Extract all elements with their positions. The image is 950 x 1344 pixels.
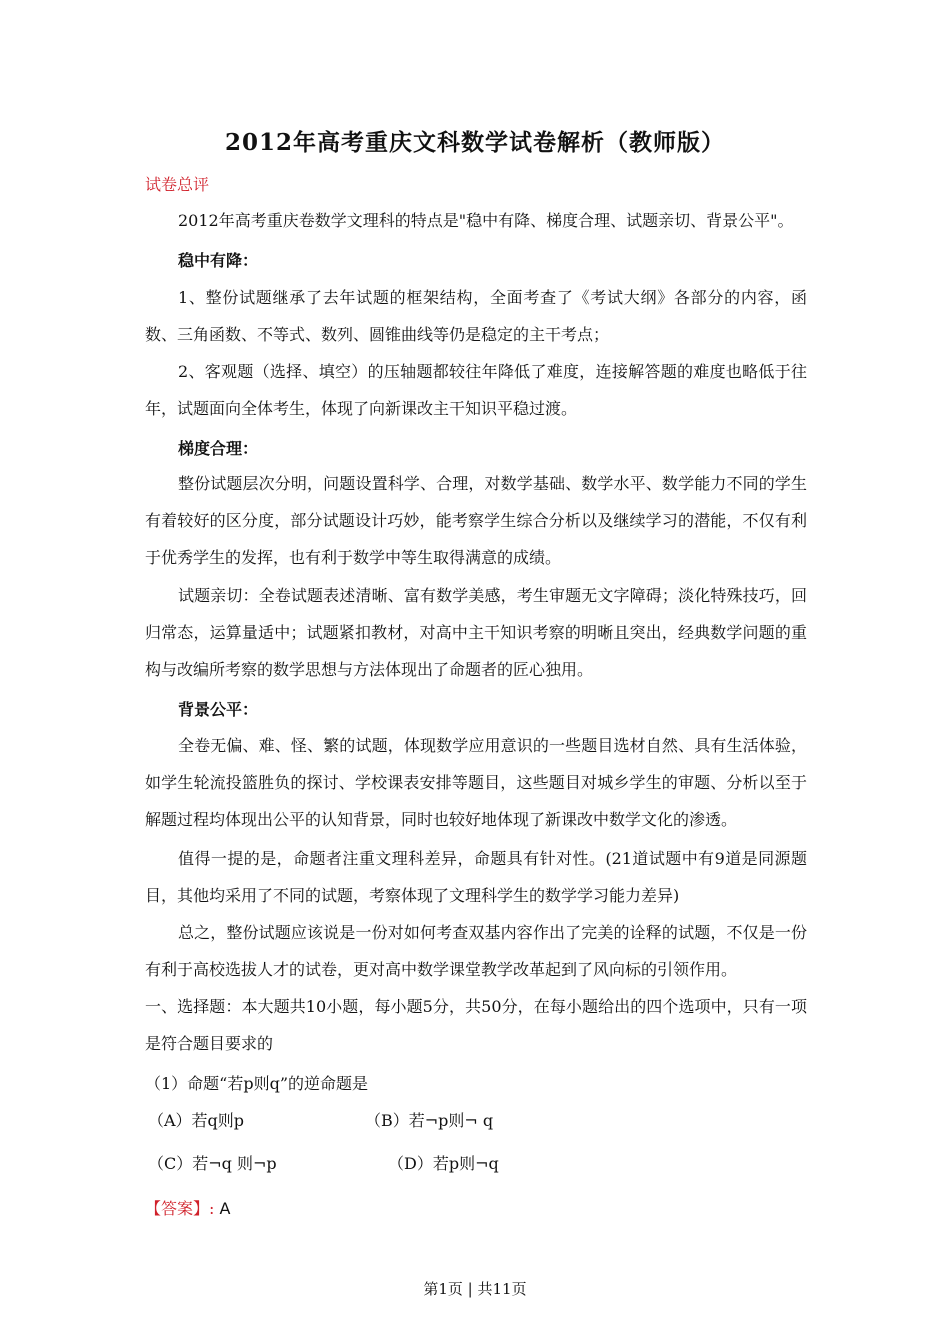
answer-line xyxy=(145,1196,230,1219)
document-title: 2012年高考重庆文科数学试卷解析（教师版） xyxy=(224,129,725,156)
paragraph-5: 全卷无偏、难、怪、繁的试题，体现数学应用意识的一些题目选材自然、具有生活体验，如学生轮流投篮胜负的探讨、学校课表安排等题目，这些题目对城乡学生的审题、分析以至于解题过程均体现出公平的认知背景，同时也较好地体现了新课改中数学文化的渗透。 xyxy=(145,736,807,829)
paragraph-3: 整份试题层次分明，问题设置科学、合理，对数学基础、数学水平、数学能力不同的学生有着较好的区分度，部分试题设计巧妙，能考察学生综合分析以及继续学习的潜能，不仅有利于优秀学生的发挥，也有利于数学中等生取得满意的成绩。 xyxy=(145,474,807,567)
paragraph-7: 总之，整份试题应该说是一份对如何考查双基内容作出了完美的诠释的试题，不仅是一份有利于高校选拔人才的试卷，更对高中数学课堂教学改革起到了风向标的引领作用。 xyxy=(145,923,807,979)
paragraph-2: 2、客观题（选择、填空）的压轴题都较往年降低了难度，连接解答题的难度也略低于往年，试题面向全体考生，体现了向新课改主干知识平稳过渡。 xyxy=(145,362,807,418)
intro-paragraph: 2012年高考重庆卷数学文理科的特点是"稳中有降、梯度合理、试题亲切、背景公平"。 xyxy=(178,211,794,230)
answer-label: 【答案】: xyxy=(145,1199,215,1218)
option-a: （A）若q则p xyxy=(148,1111,245,1130)
heading-gradient: 梯度合理： xyxy=(178,439,259,458)
option-c: （C）若¬q 则¬p xyxy=(148,1154,277,1173)
paragraph-4: 试题亲切：全卷试题表述清晰、富有数学美感，考生审题无文字障碍；淡化特殊技巧，回归常态，运算量适中；试题紧扣教材，对高中主干知识考察的明晰且突出，经典数学问题的重构与改编所考察的数学思想与方法体现出了命题者的匠心独用。 xyxy=(145,586,807,679)
section-label: 试卷总评 xyxy=(145,175,210,194)
page-footer: 第1页 | 共11页 xyxy=(423,1280,527,1298)
section-choice-intro: 一、选择题：本大题共10小题，每小题5分，共50分，在每小题给出的四个选项中，只有一项是符合题目要求的 xyxy=(145,997,807,1053)
heading-fairness: 背景公平： xyxy=(178,700,259,719)
heading-stable: 稳中有降： xyxy=(178,251,259,270)
answer-value: A xyxy=(219,1199,231,1218)
question-1: （1）命题“若p则q”的逆命题是 xyxy=(145,1074,369,1093)
paragraph-6: 值得一提的是，命题者注重文理科差异，命题具有针对性。(21道试题中有9道是同源题目，其他均采用了不同的试题，考察体现了文理科学生的数学学习能力差异) xyxy=(145,849,807,905)
option-d: （D）若p则¬q xyxy=(388,1154,499,1173)
paragraph-1: 1、整份试题继承了去年试题的框架结构，全面考查了《考试大纲》各部分的内容，函数、三角函数、不等式、数列、圆锥曲线等仍是稳定的主干考点； xyxy=(145,288,807,344)
option-b: （B）若¬p则¬ q xyxy=(365,1111,494,1130)
